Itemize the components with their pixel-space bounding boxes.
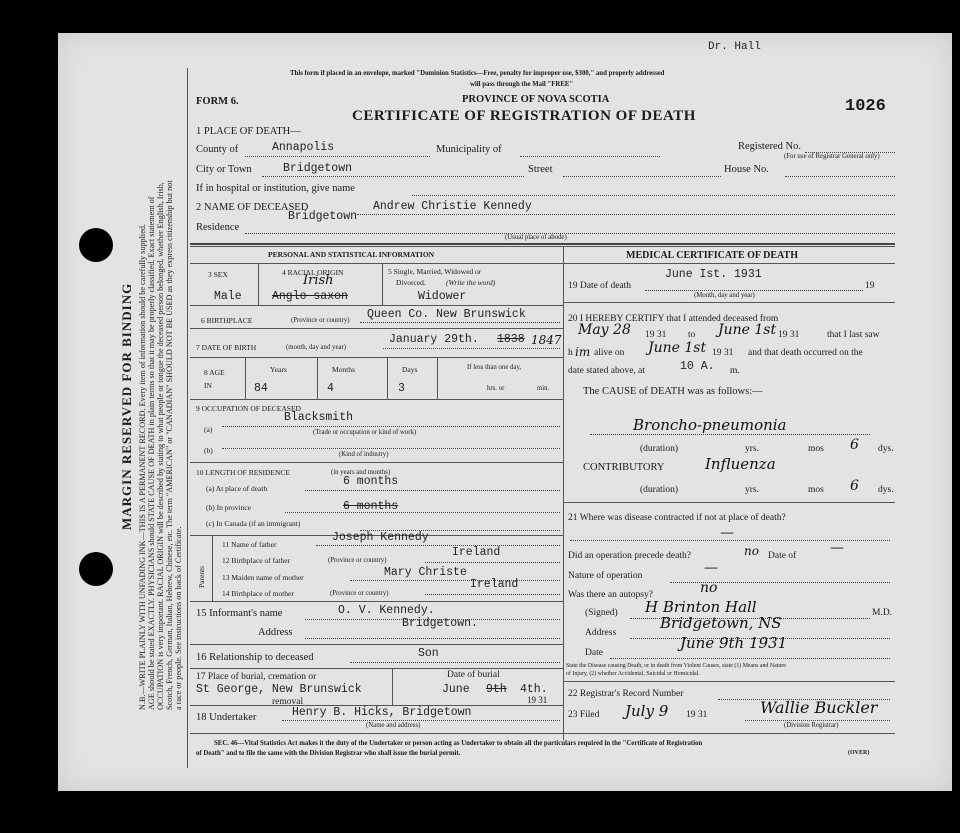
at-place-label: (a) At place of death: [206, 484, 268, 493]
marital-value: Widower: [418, 290, 467, 303]
corner-note: Dr. Hall: [708, 41, 761, 53]
age-label: 8 AGE IN: [204, 368, 225, 390]
contrib-mos-value: 6: [850, 478, 859, 494]
autopsy-value: no: [700, 580, 718, 596]
margin-rule: [187, 68, 188, 768]
physician-address: Bridgetown, NS: [660, 614, 782, 632]
cause-value: Broncho-pneumonia: [633, 416, 787, 434]
alive-label-h: h: [568, 348, 573, 358]
racial-label: 4 RACIAL ORIGIN: [282, 268, 344, 277]
contracted-label: 21 Where was disease contracted if not at place of death?: [568, 513, 786, 523]
date-stated-label: date stated above, at: [568, 366, 646, 376]
place-heading: 1 PLACE OF DEATH—: [196, 126, 301, 137]
occupation-label: 9 OCCUPATION OF DECEASED: [196, 404, 301, 413]
racial-value: Anglo saxon: [272, 290, 348, 303]
years-label: Years: [270, 365, 287, 374]
attend-to: June 1st: [718, 322, 777, 338]
dob-handwritten: 1847: [531, 333, 562, 347]
page-title: CERTIFICATE OF REGISTRATION OF DEATH: [352, 108, 696, 124]
city-value: Bridgetown: [283, 162, 353, 175]
deceased-name-label: 2 NAME OF DECEASED: [196, 202, 309, 213]
marital-label-1: 5 Single, Married, Widowed or: [388, 267, 482, 276]
cause-duration-label: (duration): [640, 444, 678, 454]
county-value: Annapolis: [272, 141, 335, 154]
in-province-value: 6 months: [343, 500, 399, 513]
date-signed: June 9th 1931: [680, 634, 788, 652]
attend-to-year: 19 31: [778, 330, 800, 340]
form-number: FORM 6.: [196, 96, 239, 107]
death-date-note: (Month, day and year): [694, 292, 755, 299]
registrar-note: (For use of Registrar General only): [784, 153, 880, 160]
residence-label: Residence: [196, 222, 240, 233]
house-label: House No.: [724, 164, 769, 175]
burial-date-label: Date of burial: [447, 670, 500, 680]
sex-label: 3 SEX: [208, 270, 228, 279]
md-label: M.D.: [872, 608, 893, 618]
contrib-dys-label: dys.: [878, 485, 894, 495]
last-saw-label: that I last saw: [827, 330, 880, 340]
occurred-label: and that death occurred on the: [748, 348, 863, 358]
province-name: PROVINCE OF NOVA SCOTIA: [462, 94, 610, 105]
mother-birthplace-label: 14 Birthplace of mother: [222, 589, 294, 598]
father-birthplace-value: Ireland: [452, 546, 501, 559]
certificate-number: 1026: [845, 97, 886, 116]
dob-label: 7 DATE OF BIRTH: [196, 343, 257, 352]
undertaker-note: (Name and address): [366, 722, 421, 729]
deceased-name: Andrew Christie Kennedy: [373, 200, 532, 213]
occupation-b-note: (Kind of industry): [339, 451, 389, 458]
dob-struck: 1838: [497, 333, 525, 346]
margin-reserved-label: MARGIN RESERVED FOR BINDING: [119, 282, 134, 530]
municipality-label: Municipality of: [436, 144, 502, 155]
alive-year: 19 31: [712, 348, 734, 358]
father-value: Joseph Kennedy: [332, 531, 429, 544]
alive-on: June 1st: [648, 340, 707, 356]
relationship-value: Son: [418, 647, 439, 660]
dob-value: January 29th.: [389, 333, 479, 346]
operation-label: Did an operation precede death?: [568, 551, 691, 561]
occupation-b: (b): [204, 446, 213, 455]
margin-note-line-4: Scotch, French, German, Italian, Hebrew, Chinese, etc. The term "AMERICAN" or "CANADIAN" SHOULD NOT BE USED as they express citizenship but not: [165, 180, 174, 710]
physician-address-label: Address: [585, 628, 617, 638]
father-birthplace-note: (Province or country): [328, 557, 387, 564]
occupation-value: Blacksmith: [284, 411, 354, 424]
attend-from-year: 19 31: [645, 330, 667, 340]
burial-place-label-2: removal: [272, 697, 304, 707]
state-note-2: of Injury, (2) whether Accidental, Suicidal or Homicidal.: [566, 671, 700, 677]
undertaker-label: 18 Undertaker: [196, 712, 257, 723]
cause-mos-value: 6: [850, 437, 859, 453]
mother-label: 13 Maiden name of mother: [222, 573, 304, 582]
residence-length-label: 10 LENGTH OF RESIDENCE: [196, 468, 290, 477]
at-place-value: 6 months: [343, 475, 399, 488]
op-date-label: Date of: [768, 551, 797, 561]
registrar-signature: Wallie Buckler: [760, 698, 878, 717]
mother-birthplace-value: Ireland: [470, 578, 519, 591]
burial-date-2: 4th.: [520, 683, 548, 696]
contrib-mos-label: mos: [808, 485, 824, 495]
birthplace-note: (Province or country): [291, 317, 350, 324]
envelope-notice-2: will pass through the Mail "FREE": [470, 81, 574, 88]
residence-length-note: (in years and months): [331, 469, 391, 476]
signed-label: (Signed): [585, 608, 618, 618]
residence-note: (Usual place of abode): [505, 234, 567, 241]
racial-handwritten: Irish: [303, 273, 334, 288]
days-label: Days: [402, 365, 418, 374]
op-date-value: —: [830, 540, 844, 556]
certificate-paper: [58, 33, 952, 791]
date-signed-label: Date: [585, 648, 603, 658]
occupation-a: (a): [204, 425, 213, 434]
father-label: 11 Name of father: [222, 540, 277, 549]
burial-place-label-1: 17 Place of burial, cremation or: [196, 672, 317, 682]
cause-yrs-label: yrs.: [745, 444, 759, 454]
parents-label: Parents: [197, 565, 206, 588]
birthplace-value: Queen Co. New Brunswick: [367, 308, 526, 321]
informant-label: 15 Informant's name: [196, 608, 283, 619]
marital-label-2: Divorced.: [396, 278, 426, 287]
state-note-1: State the Disease causing Death, or in death from Violent Causes, state (1) Means and Nature: [566, 663, 786, 669]
margin-note-line-5: a race or people. See instructions on back of Certificate.: [174, 526, 183, 710]
contributory-label: CONTRIBUTORY: [583, 462, 665, 473]
margin-note-line-2: AGE should be stated EXACTLY. PHYSICIANS should STATE CAUSE OF DEATH in plain terms so that it may be properly classified. Exact statement of: [147, 196, 156, 710]
burial-date: June: [442, 683, 470, 696]
registered-label: Registered No.: [738, 141, 801, 152]
marital-label-3: (Write the word): [446, 278, 496, 287]
division-registrar-note: (Division Registrar): [784, 722, 839, 729]
less-than-day-label: If less than one day,: [467, 364, 522, 371]
street-label: Street: [528, 164, 553, 175]
in-province-label: (b) In province: [206, 503, 251, 512]
father-birthplace-label: 12 Birthplace of father: [222, 556, 291, 565]
residence-value: Bridgetown: [288, 210, 358, 223]
informant-value: O. V. Kennedy.: [338, 604, 435, 617]
county-label: County of: [196, 144, 239, 155]
alive-label: alive on: [594, 348, 625, 358]
medical-heading: MEDICAL CERTIFICATE OF DEATH: [626, 250, 798, 261]
footer-sec-1: SEC. 46—Vital Statistics Act makes it the duty of the Undertaker or person acting as Undertaker to obtain all the particulars required in the "Certificate of Registration: [214, 740, 703, 747]
attend-from: May 28: [578, 322, 631, 338]
death-time-m: m.: [730, 366, 740, 376]
filed-label: 23 Filed: [568, 710, 600, 720]
death-time: 10 A.: [680, 360, 715, 373]
death-date-19: 19: [865, 281, 875, 291]
age-years: 84: [254, 382, 268, 395]
margin-note-line-3: OCCUPATION is very important. RACIAL ORIGIN will be described by stating to what people or tongue the deceased person belonged, whether English, Irish,: [156, 182, 165, 710]
relationship-label: 16 Relationship to deceased: [196, 652, 314, 663]
footer-over: (OVER): [848, 750, 870, 756]
burial-date-struck: 9th: [486, 683, 507, 696]
to-label: to: [688, 330, 696, 340]
footer-sec-2: of Death" and to file the same with the Division Registrar who shall issue the burial permit.: [196, 750, 461, 757]
alive-handwritten: im: [575, 345, 591, 359]
burial-year: 19 31: [527, 695, 548, 705]
city-label: City or Town: [196, 164, 252, 175]
registrar-record-label: 22 Registrar's Record Number: [568, 689, 684, 699]
op-nature-value: —: [704, 560, 718, 576]
age-months: 4: [327, 382, 334, 395]
operation-value: no: [744, 544, 759, 558]
cause-label: The CAUSE of DEATH was as follows:—: [583, 386, 763, 397]
punch-hole-top: [79, 228, 113, 262]
informant-address-label: Address: [258, 627, 293, 638]
min-label: min.: [537, 385, 550, 392]
contrib-yrs-label: yrs.: [745, 485, 759, 495]
hospital-label: If in hospital or institution, give name: [196, 183, 355, 194]
punch-hole-bottom: [79, 552, 113, 586]
filed-year: 19 31: [686, 710, 708, 720]
contrib-duration-label: (duration): [640, 485, 678, 495]
birthplace-label: 6 BIRTHPLACE: [201, 316, 253, 325]
personal-heading: PERSONAL AND STATISTICAL INFORMATION: [268, 250, 435, 259]
certify-label: 20 I HEREBY CERTIFY that I attended deceased from: [568, 314, 779, 324]
occupation-a-note: (Trade or occupation or kind of work): [313, 429, 417, 436]
physician-signature: H Brinton Hall: [645, 598, 757, 616]
contracted-value: —: [720, 525, 734, 541]
sex-value: Male: [214, 290, 242, 303]
cause-dys-label: dys.: [878, 444, 894, 454]
envelope-notice-1: This form if placed in an envelope, marked "Dominion Statistics—Free, penalty for improper use, $300," and properly addressed: [290, 70, 665, 77]
op-nature-label: Nature of operation: [568, 571, 643, 581]
burial-place-value: St George, New Brunswick: [196, 683, 362, 696]
in-canada-label: (c) In Canada (if an immigrant): [206, 519, 301, 528]
informant-address-value: Bridgetown.: [402, 617, 478, 630]
undertaker-value: Henry B. Hicks, Bridgetown: [292, 706, 472, 719]
autopsy-label: Was there an autopsy?: [568, 590, 653, 600]
dob-note: (month, day and year): [286, 344, 347, 351]
mother-birthplace-note: (Province or country): [330, 590, 389, 597]
cause-mos-label: mos: [808, 444, 824, 454]
mother-value: Mary Christe: [384, 566, 467, 579]
contributory-value: Influenza: [705, 455, 776, 473]
margin-note-line-1: N.B.—WRITE PLAINLY WITH UNFADING INK—THIS IS A PERMANENT RECORD. Every item of information should be carefully supplied.: [138, 224, 147, 710]
hrs-label: hrs. or: [487, 385, 505, 392]
death-date-label: 19 Date of death: [568, 281, 632, 291]
death-date-value: June Ist. 1931: [665, 268, 762, 281]
age-days: 3: [398, 382, 405, 395]
months-label: Months: [332, 365, 355, 374]
filed-value: July 9: [625, 702, 669, 720]
